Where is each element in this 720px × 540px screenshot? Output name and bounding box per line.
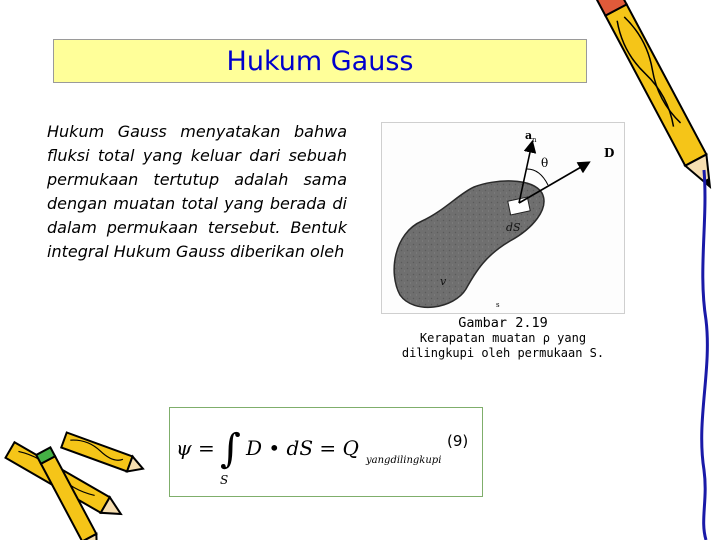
label-d: D (604, 146, 615, 160)
equation-number: (9) (447, 432, 469, 450)
integral-sign: ∫ (220, 426, 241, 472)
gauss-equation (170, 408, 480, 494)
label-v: v (440, 275, 447, 288)
equation-integrand: D • dS = Q (246, 436, 359, 460)
caption-line-1: Gambar 2.19 (458, 315, 548, 331)
figure-frame (381, 122, 625, 314)
title-banner (53, 39, 587, 83)
gauss-surface-diagram (382, 123, 626, 315)
label-theta: θ (541, 156, 549, 170)
equation-box (169, 407, 483, 497)
label-ds: dS (506, 221, 521, 234)
caption-line-3: dilingkupi oleh permukaan S. (401, 346, 605, 360)
label-a-sub: n (532, 136, 537, 144)
label-s: s (496, 301, 500, 309)
caption-line-2: Kerapatan muatan ρ yang (419, 331, 587, 345)
equation-lhs: ψ = (176, 436, 215, 460)
figure-caption (381, 316, 625, 361)
crayon-icon (0, 430, 150, 540)
pencil-icon (596, 0, 720, 540)
charge-subscript: yangdilingkupi (366, 455, 442, 466)
integral-subscript: S (220, 473, 229, 487)
angle-arc (527, 169, 548, 185)
page-title: Hukum Gauss (226, 45, 414, 77)
label-a: a (525, 129, 533, 142)
body-paragraph: Hukum Gauss menyatakan bahwa fluksi total yang keluar dari sebuah permukaan tertutup adalah sama dengan muatan total yang berada di dalam permukaan tersebut. Bentuk integral Hukum Gauss diberikan oleh (47, 122, 347, 261)
